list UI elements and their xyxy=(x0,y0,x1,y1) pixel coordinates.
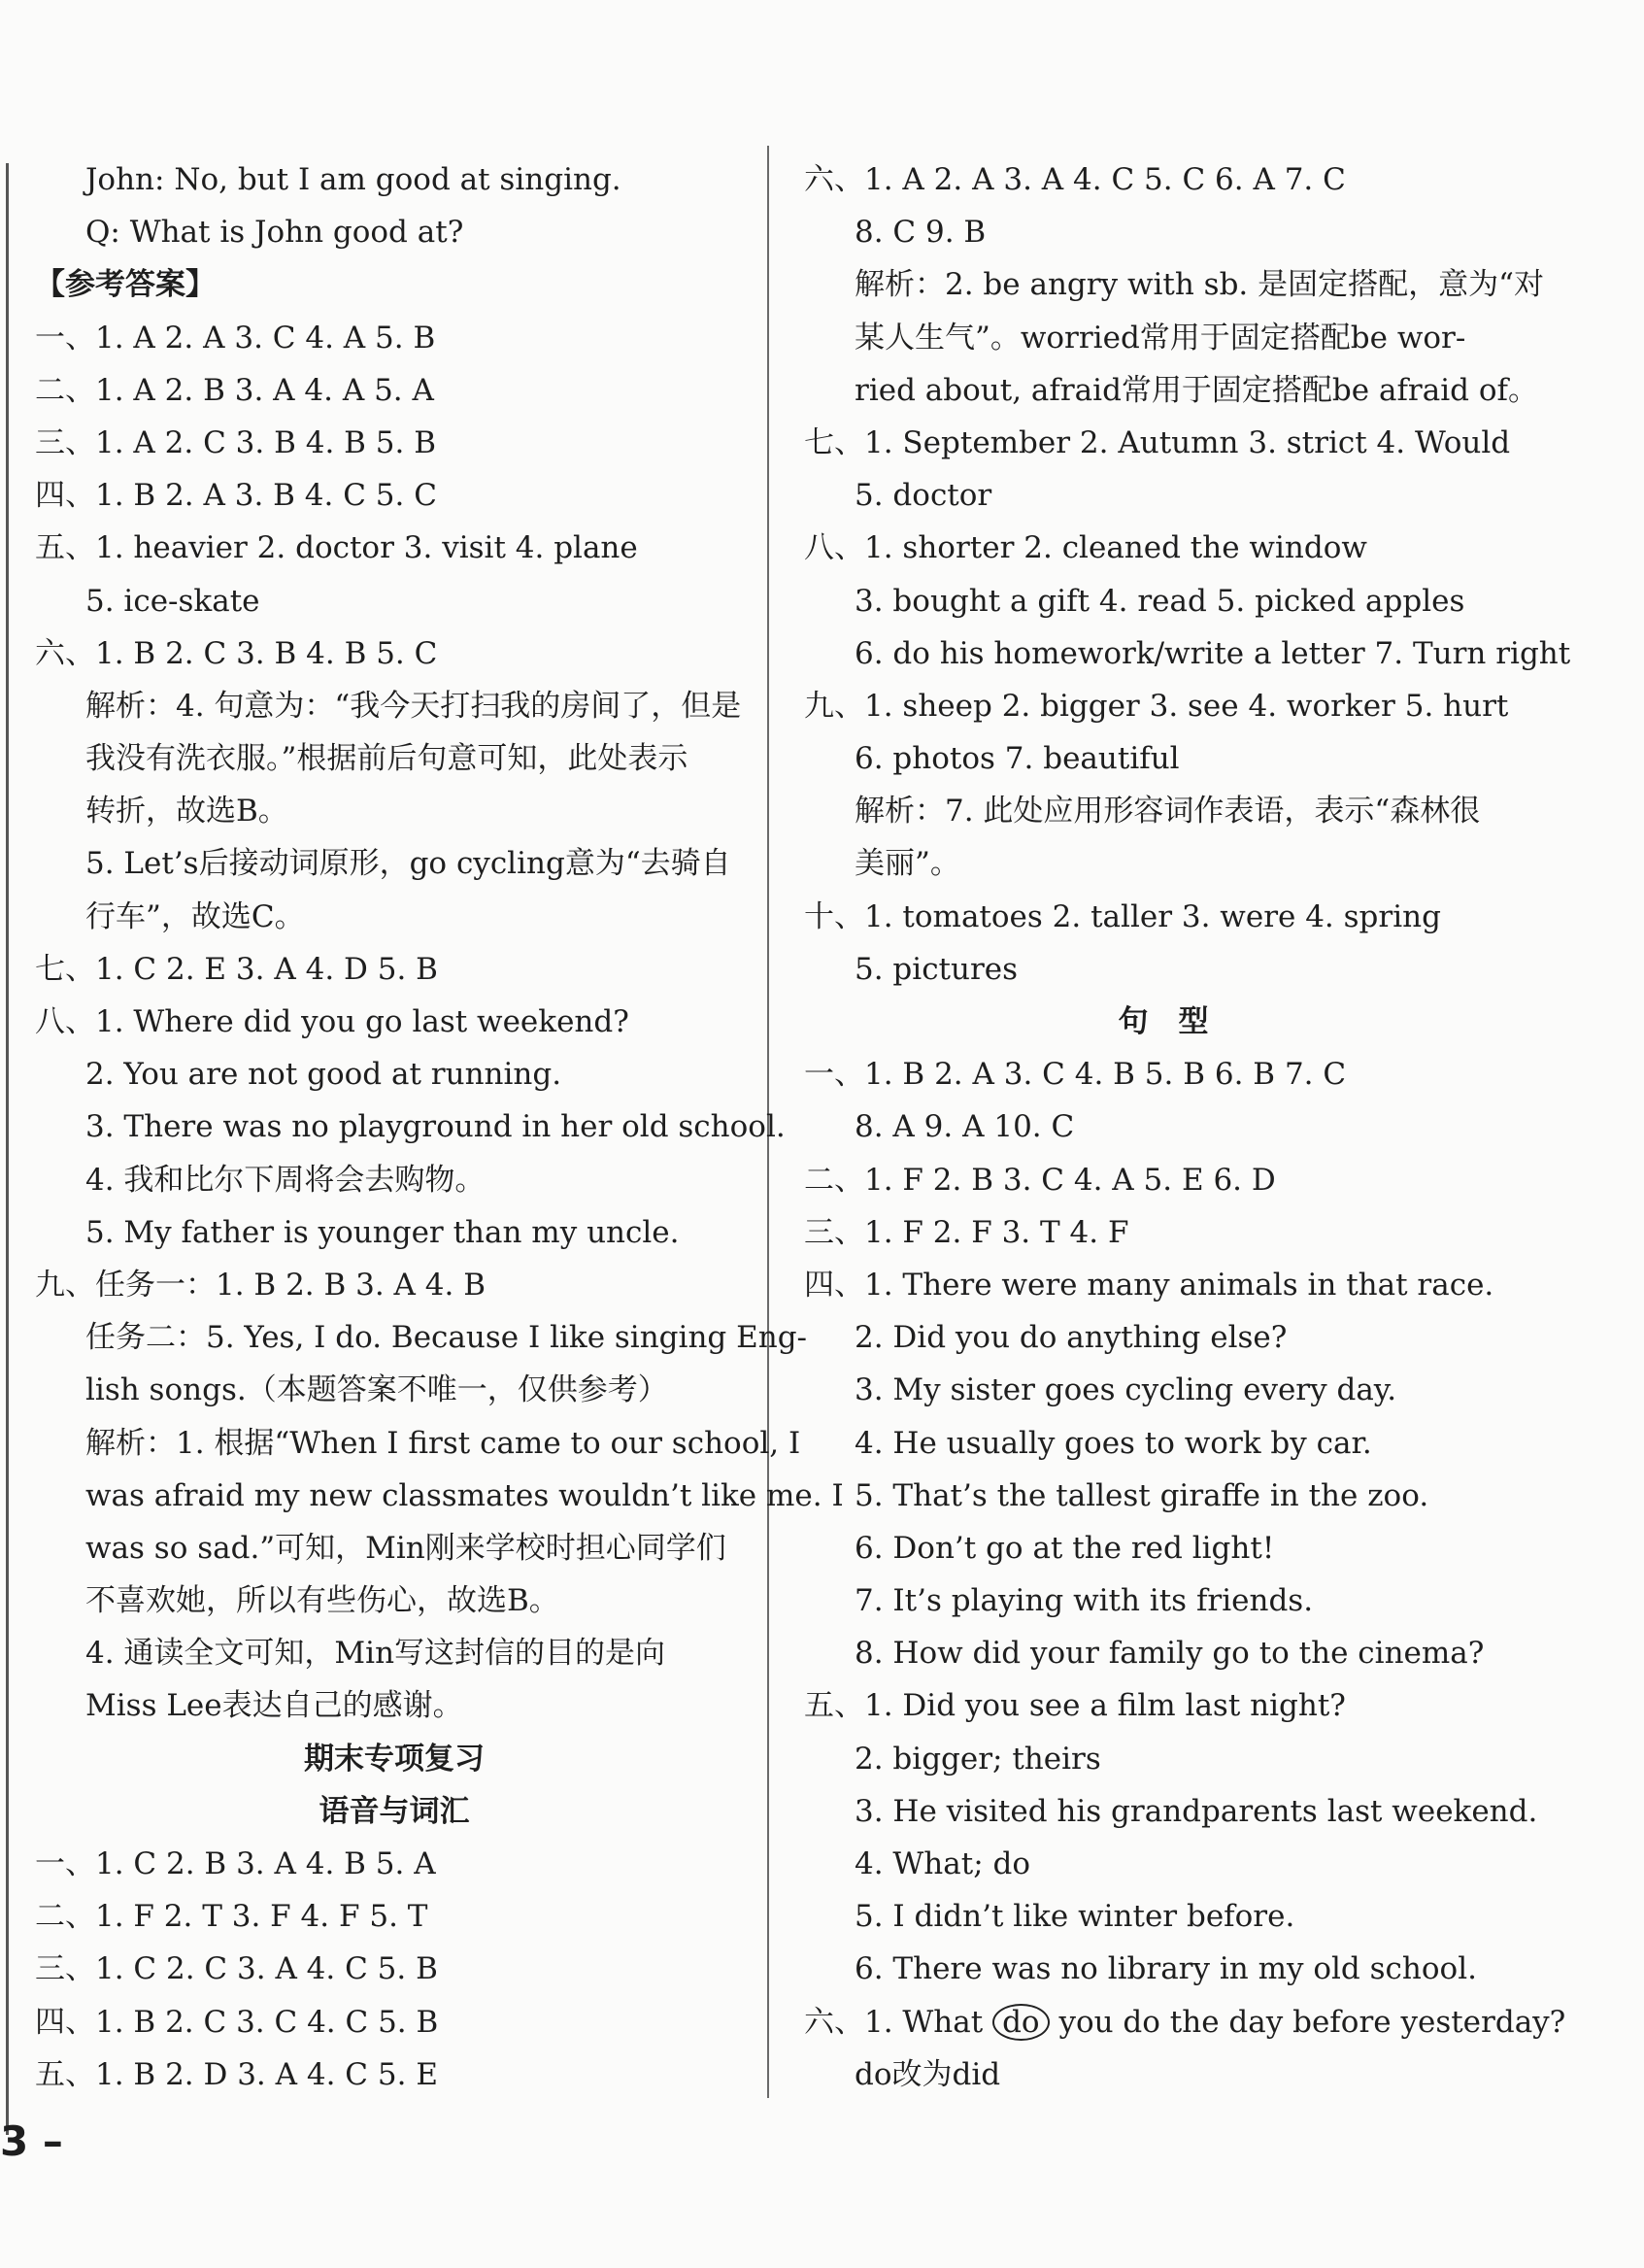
answer-line: 3. My sister goes cycling every day. xyxy=(855,1372,1397,1408)
answer-line: 一、1. A 2. A 3. C 4. A 5. B xyxy=(35,320,436,355)
analysis-line: 解析：1. 根据“When I first came to our school, I xyxy=(85,1425,801,1461)
answer-line: 二、1. F 2. T 3. F 4. F 5. T xyxy=(35,1899,428,1935)
answer-line: 3. There was no playground in her old school. xyxy=(85,1109,786,1145)
answer-line: 5. ice-skate xyxy=(85,583,260,619)
answer-line: 九、任务一：1. B 2. B 3. A 4. B xyxy=(35,1267,486,1303)
text-line: Q: What is John good at? xyxy=(85,215,464,251)
answer-line: 3. He visited his grandparents last weekend. xyxy=(855,1793,1538,1829)
answer-line: 8. C 9. B xyxy=(855,215,987,251)
left-column xyxy=(35,153,844,2101)
analysis-line: 行车”，故选C。 xyxy=(85,898,305,934)
answer-line: 6. photos 7. beautiful xyxy=(855,741,1180,777)
analysis-line: 解析：2. be angry with sb. 是固定搭配，意为“对 xyxy=(855,267,1544,303)
answer-line: 8. A 9. A 10. C xyxy=(855,1109,1075,1145)
answer-line: lish songs.（本题答案不唯一，仅供参考） xyxy=(85,1372,668,1408)
answer-line: 四、1. There were many animals in that race. xyxy=(804,1267,1494,1303)
left-edge-line xyxy=(6,163,9,2135)
circled-word: do xyxy=(992,2004,1050,2041)
section-subtitle: 句 型 xyxy=(1118,1004,1209,1039)
answer-line: 一、1. C 2. B 3. A 4. B 5. A xyxy=(35,1846,436,1881)
answer-line xyxy=(804,1996,1566,2048)
answer-line: 7. It’s playing with its friends. xyxy=(855,1583,1314,1619)
page-number: 3 – xyxy=(0,2117,63,2165)
answer-line: 4. He usually goes to work by car. xyxy=(855,1425,1372,1461)
answer-line: 5. That’s the tallest giraffe in the zoo. xyxy=(855,1477,1429,1513)
analysis-line: 5. Let’s后接动词原形，go cycling意为“去骑自 xyxy=(85,846,731,882)
answer-line: 2. bigger; theirs xyxy=(855,1741,1101,1777)
analysis-line: was so sad.”可知，Min刚来学校时担心同学们 xyxy=(85,1530,726,1566)
analysis-line: ried about, afraid常用于固定搭配be afraid of。 xyxy=(855,372,1538,408)
answer-line: 三、1. A 2. C 3. B 4. B 5. B xyxy=(35,424,437,460)
answer-line: 6. There was no library in my old school. xyxy=(855,1951,1477,1987)
analysis-line: 解析：7. 此处应用形容词作表语，表示“森林很 xyxy=(855,794,1481,829)
answer-line: 4. What; do xyxy=(855,1846,1031,1881)
answer-line: 5. I didn’t like winter before. xyxy=(855,1899,1295,1935)
analysis-line: 4. 通读全文可知，Min写这封信的目的是向 xyxy=(85,1636,666,1672)
answer-line: 4. 我和比尔下周将会去购物。 xyxy=(85,1162,486,1198)
answer-line: 八、1. shorter 2. cleaned the window xyxy=(804,530,1367,566)
answer-line: 五、1. heavier 2. doctor 3. visit 4. plane xyxy=(35,530,638,566)
answer-line: 任务二：5. Yes, I do. Because I like singing Eng- xyxy=(85,1320,808,1356)
answer-line: 五、1. B 2. D 3. A 4. C 5. E xyxy=(35,2056,438,2092)
analysis-line: 转折，故选B。 xyxy=(85,794,288,829)
analysis-line: 不喜欢她，所以有些伤心，故选B。 xyxy=(85,1583,559,1619)
answer-line: 6. do his homework/write a letter 7. Turn right xyxy=(855,635,1571,671)
answer-line: 二、1. A 2. B 3. A 4. A 5. A xyxy=(35,372,434,408)
analysis-line: 美丽”。 xyxy=(855,846,960,882)
answer-line: 四、1. B 2. A 3. B 4. C 5. C xyxy=(35,478,437,514)
answer-line: 九、1. sheep 2. bigger 3. see 4. worker 5. hurt xyxy=(804,688,1509,724)
answer-line: 5. pictures xyxy=(855,951,1019,987)
answer-line: 六、1. B 2. C 3. B 4. B 5. C xyxy=(35,635,438,671)
analysis-line: was afraid my new classmates wouldn’t like me. I xyxy=(85,1477,844,1513)
answer-line: 5. doctor xyxy=(855,478,992,514)
answer-line: 5. My father is younger than my uncle. xyxy=(85,1214,680,1250)
answer-line: 一、1. B 2. A 3. C 4. B 5. B 6. B 7. C xyxy=(804,1057,1347,1093)
answer-line: 6. Don’t go at the red light! xyxy=(855,1530,1275,1566)
answer-line: 三、1. F 2. F 3. T 4. F xyxy=(804,1214,1129,1250)
right-column xyxy=(804,153,1571,2101)
analysis-line: Miss Lee表达自己的感谢。 xyxy=(85,1688,463,1724)
answer-line: 2. You are not good at running. xyxy=(85,1057,562,1093)
answer-line: 8. How did your family go to the cinema? xyxy=(855,1636,1485,1672)
answer-line: 五、1. Did you see a film last night? xyxy=(804,1688,1346,1724)
analysis-line: 我没有洗衣服。”根据前后句意可知，此处表示 xyxy=(85,741,688,777)
answer-heading: 【参考答案】 xyxy=(35,267,216,303)
answer-line: 七、1. September 2. Autumn 3. strict 4. Would xyxy=(804,424,1511,460)
answer-line: 2. Did you do anything else? xyxy=(855,1320,1288,1356)
answer-line: 二、1. F 2. B 3. C 4. A 5. E 6. D xyxy=(804,1162,1276,1198)
section-subtitle: 语音与词汇 xyxy=(319,1793,470,1829)
answer-line: 六、1. A 2. A 3. A 4. C 5. C 6. A 7. C xyxy=(804,162,1346,197)
answer-line: 3. bought a gift 4. read 5. picked apples xyxy=(855,583,1465,619)
answer-line: 八、1. Where did you go last weekend? xyxy=(35,1004,629,1039)
answer-line: 三、1. C 2. C 3. A 4. C 5. B xyxy=(35,1951,438,1987)
answer-prefix: 六、1. What xyxy=(804,2004,984,2040)
answer-line: do改为did xyxy=(855,2056,1001,2092)
section-title: 期末专项复习 xyxy=(304,1741,485,1777)
analysis-line: 某人生气”。worried常用于固定搭配be wor- xyxy=(855,320,1466,355)
answer-suffix: you do the day before yesterday? xyxy=(1058,2004,1566,2040)
analysis-line: 解析：4. 句意为：“我今天打扫我的房间了，但是 xyxy=(85,688,742,724)
text-line: John: No, but I am good at singing. xyxy=(85,162,621,197)
answer-line: 四、1. B 2. C 3. C 4. C 5. B xyxy=(35,2004,439,2040)
answer-line: 七、1. C 2. E 3. A 4. D 5. B xyxy=(35,951,438,987)
answer-line: 十、1. tomatoes 2. taller 3. were 4. spring xyxy=(804,898,1441,934)
